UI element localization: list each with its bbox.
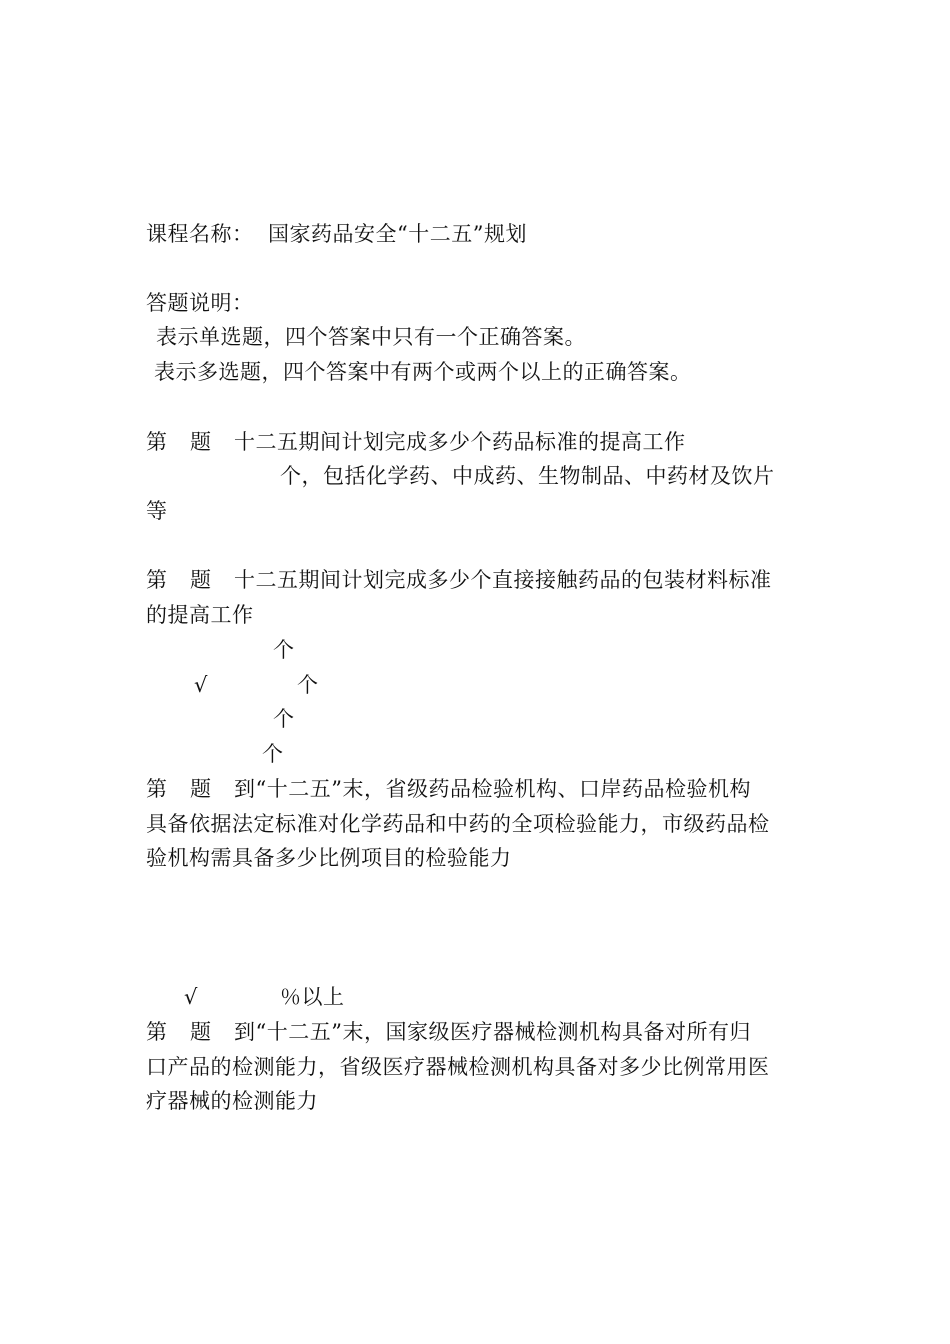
question-3-text-line2: 具备依据法定标准对化学药品和中药的全项检验能力，市级药品检 (146, 812, 770, 836)
instructions-multiple: 表示多选题，四个答案中有两个或两个以上的正确答案。 (154, 360, 692, 384)
question-1-prefix: 第 (146, 430, 168, 454)
question-3-text-line1: 到“十二五”末，省级药品检验机构、口岸药品检验机构 (234, 777, 751, 801)
course-label: 课程名称： (146, 222, 254, 246)
question-3-answer: ％以上 (280, 985, 345, 1009)
question-2-option-b: 个 (297, 673, 319, 697)
question-4-text-line1: 到“十二五”末，国家级医疗器械检测机构具备对所有归 (234, 1020, 751, 1044)
question-3-check-mark: √ (184, 985, 198, 1009)
question-4-prefix: 第 (146, 1020, 168, 1044)
instructions-single: 表示单选题，四个答案中只有一个正确答案。 (156, 325, 586, 349)
question-1-option-line: 个，包括化学药、中成药、生物制品、中药材及饮片 (280, 464, 775, 488)
question-3-text-line3: 验机构需具备多少比例项目的检验能力 (146, 846, 512, 870)
question-2-prefix: 第 (146, 568, 168, 592)
question-2-suffix: 题 (190, 568, 212, 592)
question-1-option-wrap: 等 (146, 499, 168, 523)
instructions-title: 答题说明： (146, 291, 254, 315)
question-2-option-d: 个 (262, 742, 284, 766)
question-2-option-a: 个 (273, 638, 295, 662)
course-name: 国家药品安全“十二五”规划 (268, 222, 527, 246)
question-1-text: 十二五期间计划完成多少个药品标准的提高工作 (234, 430, 686, 454)
question-2-text-line1: 十二五期间计划完成多少个直接接触药品的包装材料标准 (234, 568, 772, 592)
question-1-suffix: 题 (190, 430, 212, 454)
question-4-text-line3: 疗器械的检测能力 (146, 1089, 318, 1113)
question-2-check-mark: √ (194, 673, 208, 697)
question-3-prefix: 第 (146, 777, 168, 801)
question-4-text-line2: 口产品的检测能力，省级医疗器械检测机构具备对多少比例常用医 (146, 1055, 770, 1079)
question-2-option-c: 个 (273, 707, 295, 731)
question-3-suffix: 题 (190, 777, 212, 801)
question-2-text-line2: 的提高工作 (146, 603, 254, 627)
question-4-suffix: 题 (190, 1020, 212, 1044)
